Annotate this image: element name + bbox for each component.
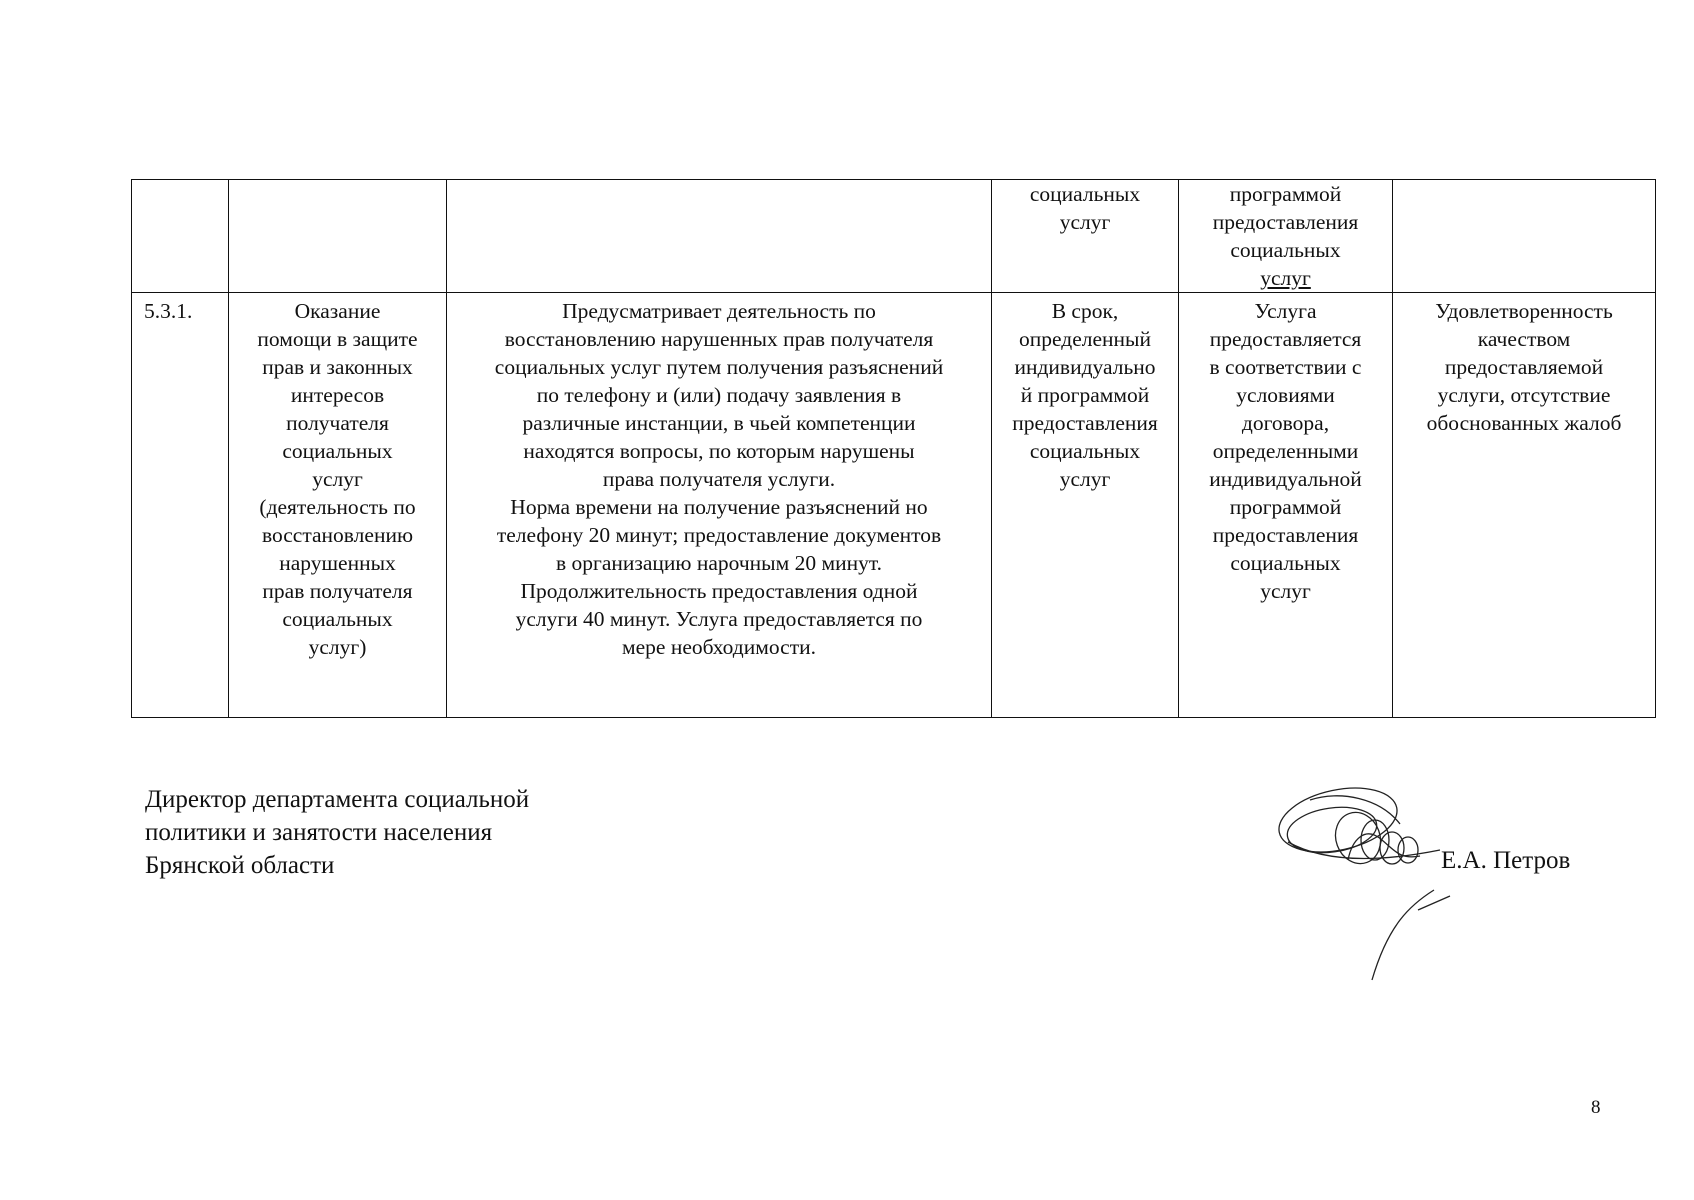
cell-conditions [1179, 180, 1393, 293]
text-line: политики и занятости населения [145, 819, 493, 846]
cell-name [229, 180, 447, 293]
text-line: услуг [312, 467, 363, 491]
text-line: услуг) [308, 635, 367, 659]
text-line: предоставляемой [1444, 355, 1604, 379]
table-row-5-3-1 [132, 293, 1656, 718]
text-line: предоставления [1212, 210, 1359, 234]
text-line: социальных [1029, 182, 1141, 206]
cell-number: 5.3.1. [132, 293, 229, 718]
text-line: услуг [1059, 467, 1111, 491]
text-line: прав получателя [262, 579, 413, 603]
cell-service-conditions [1179, 293, 1393, 718]
text-line: программой [1229, 182, 1342, 206]
text-line: прав и законных [262, 355, 413, 379]
text-line: восстановлению нарушенных прав получателя [504, 327, 934, 351]
text-line: качеством [1477, 327, 1571, 351]
text-line: по телефону и (или) подачу заявления в [536, 383, 902, 407]
text-line: договора, [1241, 411, 1330, 435]
signatory-title [145, 783, 529, 882]
text-line: социальных [1230, 238, 1341, 262]
cell-service-quality [1393, 293, 1656, 718]
text-line: индивидуально [1014, 355, 1156, 379]
text-line: телефону 20 минут; предоставление документов [496, 523, 942, 547]
text-line: предоставляется [1209, 327, 1362, 351]
text-line: интересов [290, 383, 385, 407]
cell-service-name [229, 293, 447, 718]
text-line: условиями [1236, 383, 1335, 407]
text-line: услуги, отсутствие [1437, 383, 1611, 407]
cell-quality [1393, 180, 1656, 293]
text-line: предоставления [1212, 523, 1359, 547]
text-line: Оказание [294, 299, 381, 323]
text-line: предоставления [1012, 411, 1158, 435]
text-line: услуг [1260, 579, 1311, 603]
text-line: услуг [1059, 210, 1111, 234]
text-line: мере необходимости. [622, 635, 816, 659]
text-line: социальных [282, 607, 393, 631]
text-line: (деятельность по [259, 495, 416, 519]
text-line: Брянской области [145, 852, 335, 879]
text-line: определенными [1212, 439, 1359, 463]
text-line: восстановлению [261, 523, 414, 547]
text-line: программой [1229, 495, 1342, 519]
text-line: социальных [1230, 551, 1341, 575]
text-line: нарушенных [279, 551, 396, 575]
cell-service-description [447, 293, 992, 718]
text-line: Удовлетворенность [1435, 299, 1613, 323]
text-line: получателя [286, 411, 389, 435]
text-line: Продолжительность предоставления одной [520, 579, 918, 603]
table-row-continuation [132, 180, 1656, 293]
text-line: права получателя услуги. [602, 467, 836, 491]
text-line: определенный [1019, 327, 1151, 351]
text-line: Предусматривает деятельность по [562, 299, 876, 323]
text-line: обоснованных жалоб [1426, 411, 1622, 435]
text-line: Услуга [1254, 299, 1317, 323]
cell-service-term [992, 293, 1179, 718]
text-line: Норма времени на получение разъяснений но [510, 495, 928, 519]
cell-term [992, 180, 1179, 293]
text-line: находятся вопросы, по которым нарушены [523, 439, 915, 463]
text-line: В срок, [1051, 299, 1119, 323]
signatory-name: Е.А. Петров [1441, 847, 1571, 874]
page-number: 8 [1591, 1097, 1601, 1118]
services-table [131, 179, 1656, 718]
cell-number [132, 180, 229, 293]
text-line: социальных услуг путем получения разъяснений [494, 355, 944, 379]
text-line: услуг [1260, 266, 1311, 290]
text-line: Директор департамента социальной [145, 786, 530, 813]
handwritten-signature [1270, 780, 1460, 990]
text-line: в соответствии с [1209, 355, 1362, 379]
text-line: социальных [1029, 439, 1141, 463]
text-line: различные инстанции, в чьей компетенции [522, 411, 916, 435]
cell-description [447, 180, 992, 293]
text-line: услуги 40 минут. Услуга предоставляется по [515, 607, 923, 631]
text-line: й программой [1020, 383, 1150, 407]
text-line: в организацию нарочным 20 минут. [555, 551, 883, 575]
text-line: помощи в защите [257, 327, 418, 351]
text-line: социальных [282, 439, 393, 463]
text-line: индивидуальной [1209, 467, 1362, 491]
